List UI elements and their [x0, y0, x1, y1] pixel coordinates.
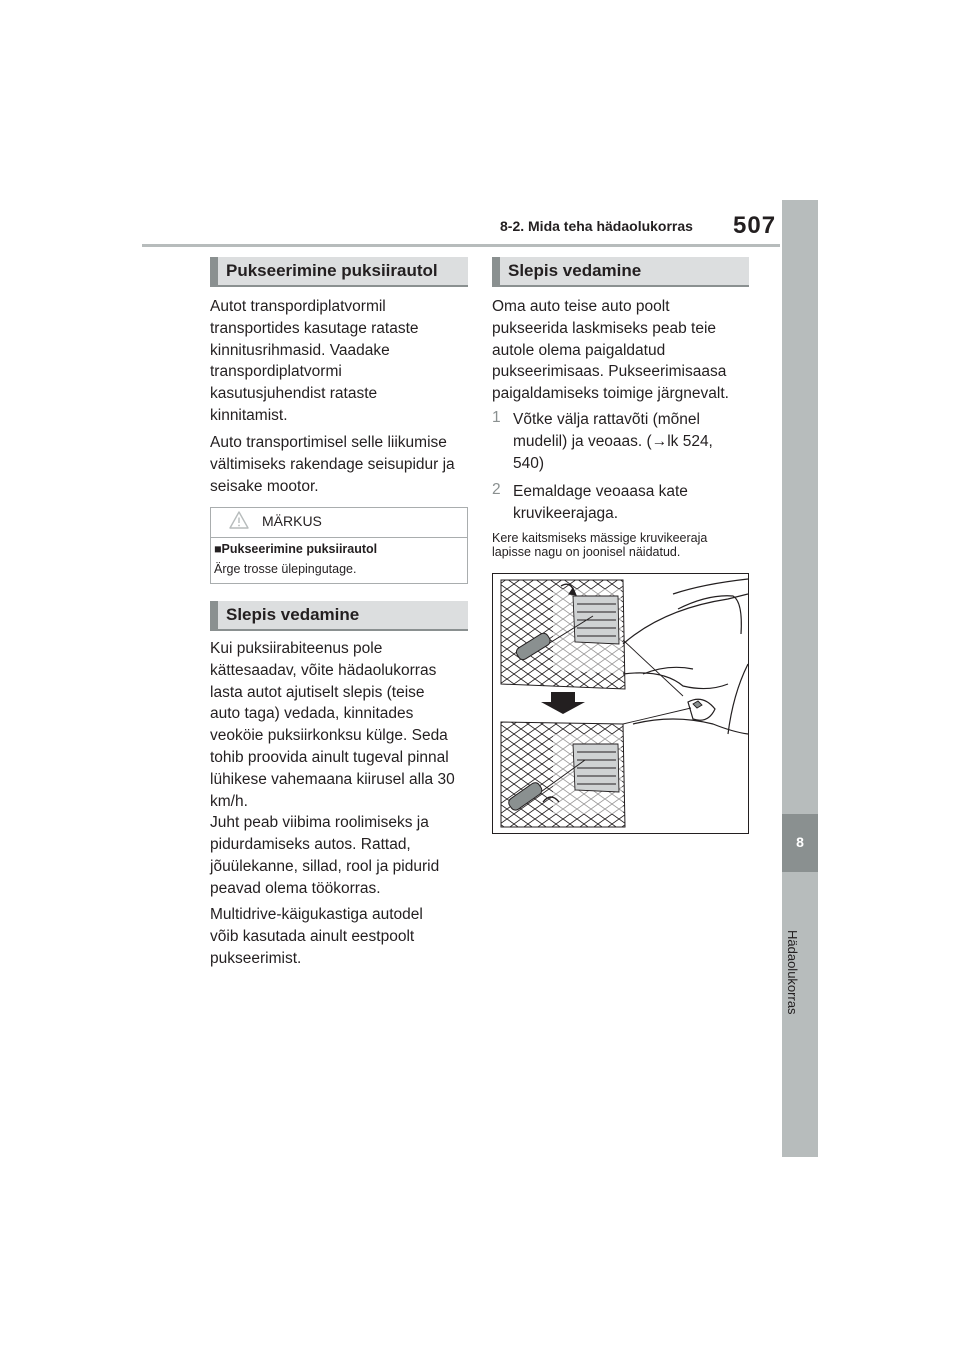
- text-line: kinnitusrihmasid. Vaadake: [210, 341, 390, 359]
- cover-top: [573, 596, 619, 644]
- step-number: 2: [492, 481, 501, 498]
- text-line: Eemaldage veoaasa kate: [513, 483, 688, 500]
- text-line: lühikese vahemaana kiirusel alla 30: [210, 770, 455, 788]
- text-line: seisake mootor.: [210, 477, 319, 495]
- text-line: kättesaadav, võite hädaolukorras: [210, 661, 437, 679]
- text-line: Kui puksiirabiteenus pole: [210, 640, 383, 657]
- arrow-down-icon: [541, 692, 585, 714]
- text-line: mudelil) ja veoaas. (→lk 524,: [513, 432, 713, 450]
- notice-divider: [211, 537, 467, 538]
- text-line: transportides kasutage rataste: [210, 319, 419, 337]
- caption-line: lapisse nagu on joonisel näidatud.: [492, 544, 681, 559]
- text-line: vältimiseks rakendage seisupidur ja: [210, 455, 455, 473]
- text-line: paigaldamiseks toimige järgnevalt.: [492, 385, 729, 403]
- paragraph-towing-eye-intro: [492, 296, 729, 405]
- text-line: kruvikeerajaga.: [513, 504, 619, 522]
- text-line: lasta autot ajutiselt slepis (teise: [210, 683, 425, 701]
- text-line: Autot transpordiplatvormil: [210, 298, 386, 315]
- text-line: kasutusjuhendist rataste: [210, 385, 378, 403]
- paragraph-parking-brake: [210, 432, 455, 497]
- paragraph-platform-transport: [210, 296, 419, 427]
- caption-line: Kere kaitsmiseks mässige kruvikeeraja: [492, 531, 708, 545]
- text-line: Auto transportimisel selle liikumise: [210, 434, 447, 451]
- text-line: peavad olema töökorras.: [210, 879, 381, 897]
- chapter-number: 8: [796, 834, 804, 850]
- text-line: pukseerimist.: [210, 949, 302, 967]
- text-line: pukseerida laskmiseks peab teie: [492, 319, 717, 337]
- text-line: auto taga) vedada, kinnitades: [210, 705, 414, 723]
- text-line: kinnitamist.: [210, 406, 288, 424]
- text-line: võib kasutada ainult eestpoolt: [210, 927, 415, 945]
- text-line: km/h.: [210, 792, 248, 810]
- text-line: autole olema paigaldatud: [492, 341, 666, 359]
- warning-triangle-icon: [228, 510, 250, 530]
- step-number: 1: [492, 409, 501, 426]
- text-line: pukseerimisaas. Pukseerimisaasa: [492, 363, 727, 381]
- text-line: veoköie puksiirkonksu külge. Seda: [210, 727, 448, 745]
- page-number: 507: [733, 212, 777, 239]
- notice-subtitle: ■Pukseerimine puksiirautol: [214, 542, 378, 556]
- text-line: tohib proovida ainult tugeval pinnal: [210, 748, 449, 766]
- text-line: Juht peab viibima roolimiseks ja: [210, 814, 429, 832]
- heading-pukseerimine-puksiirautol: Pukseerimine puksiirautol: [210, 257, 468, 287]
- text-line: 540): [513, 454, 545, 472]
- step-1-text: [513, 409, 713, 474]
- step-2-text: [513, 481, 688, 525]
- towing-cover-removal-illustration: [493, 574, 748, 833]
- header-rule: [142, 244, 780, 247]
- heading-slepis-vedamine-right: Slepis vedamine: [492, 257, 749, 287]
- illustration-frame: [492, 573, 749, 834]
- leader-line: [623, 640, 683, 696]
- section-title: 8-2. Mida teha hädaolukorras: [500, 218, 693, 234]
- leader-line: [623, 708, 691, 724]
- chapter-label: Hädaolukorras: [785, 930, 800, 1015]
- paragraph-multidrive: [210, 904, 423, 969]
- text-line: Võtke välja rattavõti (mõnel: [513, 411, 700, 428]
- text-line: pidurdamiseks autos. Rattad,: [210, 836, 411, 854]
- text-line: transpordiplatvormi: [210, 363, 342, 381]
- notice-title: MÄRKUS: [262, 513, 322, 529]
- notice-text: Ärge trosse ülepingutage.: [214, 562, 357, 576]
- heading-slepis-vedamine: Slepis vedamine: [210, 601, 468, 631]
- text-line: Oma auto teise auto poolt: [492, 298, 670, 315]
- paragraph-emergency-towing: [210, 638, 455, 900]
- side-tab-strip: [782, 200, 818, 814]
- figure-caption: [492, 532, 754, 559]
- text-line: jõuülekanne, sillad, rool ja pidurid: [210, 857, 440, 875]
- car-front-outline: [623, 579, 748, 734]
- cover-bottom: [573, 744, 619, 792]
- text-line: Multidrive-käigukastiga autodel: [210, 906, 423, 923]
